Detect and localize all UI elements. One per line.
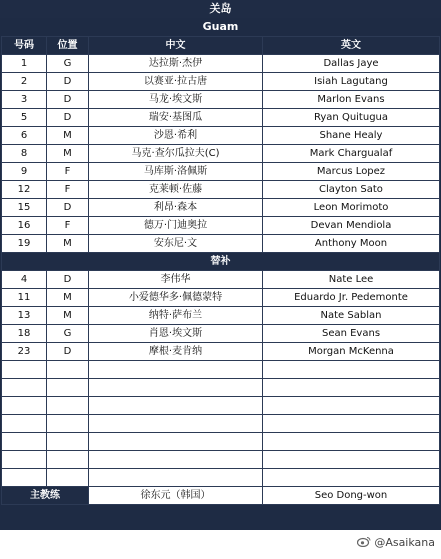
empty-cell [263,415,440,433]
player-name-chinese: 李伟华 [89,271,263,289]
player-name-chinese: 摩根·麦肯纳 [89,343,263,361]
subs-list [2,271,440,361]
player-number: 15 [2,199,47,217]
player-number: 11 [2,289,47,307]
empty-cell [47,361,89,379]
empty-cell [47,469,89,487]
player-position: G [47,325,89,343]
player-name-chinese: 克莱顿·佐藤 [89,181,263,199]
player-name-english: Dallas Jaye [263,55,440,73]
player-name-chinese: 马龙·埃文斯 [89,91,263,109]
team-title-chinese: 关岛 [0,0,441,18]
player-number: 4 [2,271,47,289]
col-header-number: 号码 [2,37,47,55]
starter-row [2,55,440,73]
player-name-english: Eduardo Jr. Pedemonte [263,289,440,307]
starter-row [2,73,440,91]
roster-table [1,36,440,505]
sub-row [2,325,440,343]
empty-cell [263,361,440,379]
starter-row [2,109,440,127]
starter-row [2,163,440,181]
player-name-chinese: 马克·查尔瓜拉夫(C) [89,145,263,163]
player-name-english: Mark Chargualaf [263,145,440,163]
player-position: D [47,109,89,127]
player-name-english: Shane Healy [263,127,440,145]
player-number: 19 [2,235,47,253]
subs-section-label: 替补 [2,253,440,271]
team-title-english: Guam [202,20,239,33]
starter-row [2,91,440,109]
player-position: D [47,91,89,109]
coach-label: 主教练 [2,487,89,505]
player-position: M [47,145,89,163]
starter-row [2,127,440,145]
player-name-chinese: 德万·门迪奥拉 [89,217,263,235]
coach-name-chinese: 徐东元（韩国） [89,487,263,505]
empty-cell [2,397,47,415]
player-name-english: Ryan Quitugua [263,109,440,127]
player-name-chinese: 瑞安·基图瓜 [89,109,263,127]
subs-section-row [2,253,440,271]
sub-row [2,271,440,289]
player-number: 12 [2,181,47,199]
player-position: M [47,289,89,307]
empty-row [2,451,440,469]
empty-cell [89,415,263,433]
empty-cell [2,379,47,397]
starter-row [2,145,440,163]
empty-cell [2,361,47,379]
player-name-chinese: 达拉斯·杰伊 [89,55,263,73]
player-name-english: Morgan McKenna [263,343,440,361]
player-number: 23 [2,343,47,361]
empty-cell [47,415,89,433]
player-name-english: Sean Evans [263,325,440,343]
col-header-chinese: 中文 [89,37,263,55]
sub-row [2,289,440,307]
empty-cell [89,451,263,469]
player-number: 3 [2,91,47,109]
player-number: 5 [2,109,47,127]
weibo-logo-icon [357,536,371,547]
col-header-position: 位置 [47,37,89,55]
player-position: D [47,199,89,217]
player-position: F [47,217,89,235]
empty-row [2,361,440,379]
empty-cell [2,451,47,469]
empty-cell [89,361,263,379]
player-name-chinese: 以赛亚·拉古唐 [89,73,263,91]
player-name-chinese: 马库斯·洛佩斯 [89,163,263,181]
starters-list [2,55,440,253]
player-position: M [47,307,89,325]
col-header-english: 英文 [263,37,440,55]
player-number: 8 [2,145,47,163]
empty-cell [263,433,440,451]
player-name-english: Marlon Evans [263,91,440,109]
player-name-english: Anthony Moon [263,235,440,253]
starter-row [2,181,440,199]
coach-name-english: Seo Dong-won [263,487,440,505]
player-position: M [47,235,89,253]
header-row [2,37,440,55]
player-name-chinese: 小爱德华多·佩德蒙特 [89,289,263,307]
starter-row [2,217,440,235]
player-number: 2 [2,73,47,91]
player-number: 18 [2,325,47,343]
empty-cell [263,397,440,415]
watermark [357,536,435,549]
empty-row [2,415,440,433]
player-name-english: Nate Sablan [263,307,440,325]
player-name-english: Isiah Lagutang [263,73,440,91]
player-name-english: Marcus Lopez [263,163,440,181]
starter-row [2,199,440,217]
empty-row [2,433,440,451]
player-name-chinese: 纳特·萨布兰 [89,307,263,325]
player-name-chinese: 肖恩·埃文斯 [89,325,263,343]
player-number: 16 [2,217,47,235]
player-name-english: Devan Mendiola [263,217,440,235]
empty-row [2,379,440,397]
empty-row [2,469,440,487]
empty-cell [89,397,263,415]
watermark-text: @Asaikana [374,536,435,549]
empty-rows [2,361,440,487]
sub-row [2,307,440,325]
empty-cell [263,451,440,469]
player-number: 1 [2,55,47,73]
empty-cell [2,415,47,433]
empty-cell [263,469,440,487]
player-name-chinese: 安东尼·文 [89,235,263,253]
coach-row [2,487,440,505]
player-position: F [47,181,89,199]
empty-cell [89,433,263,451]
player-position: G [47,55,89,73]
player-position: D [47,73,89,91]
player-name-english: Nate Lee [263,271,440,289]
empty-cell [2,433,47,451]
empty-cell [47,451,89,469]
starter-row [2,235,440,253]
player-name-chinese: 利昂·森本 [89,199,263,217]
sub-row [2,343,440,361]
empty-cell [47,379,89,397]
empty-row [2,397,440,415]
player-name-chinese: 沙恩·希利 [89,127,263,145]
player-position: D [47,271,89,289]
player-number: 9 [2,163,47,181]
player-position: D [47,343,89,361]
empty-cell [89,379,263,397]
empty-cell [2,469,47,487]
empty-cell [47,433,89,451]
player-number: 13 [2,307,47,325]
empty-cell [89,469,263,487]
player-position: F [47,163,89,181]
empty-cell [263,379,440,397]
player-position: M [47,127,89,145]
empty-cell [47,397,89,415]
player-name-english: Clayton Sato [263,181,440,199]
player-name-english: Leon Morimoto [263,199,440,217]
player-number: 6 [2,127,47,145]
